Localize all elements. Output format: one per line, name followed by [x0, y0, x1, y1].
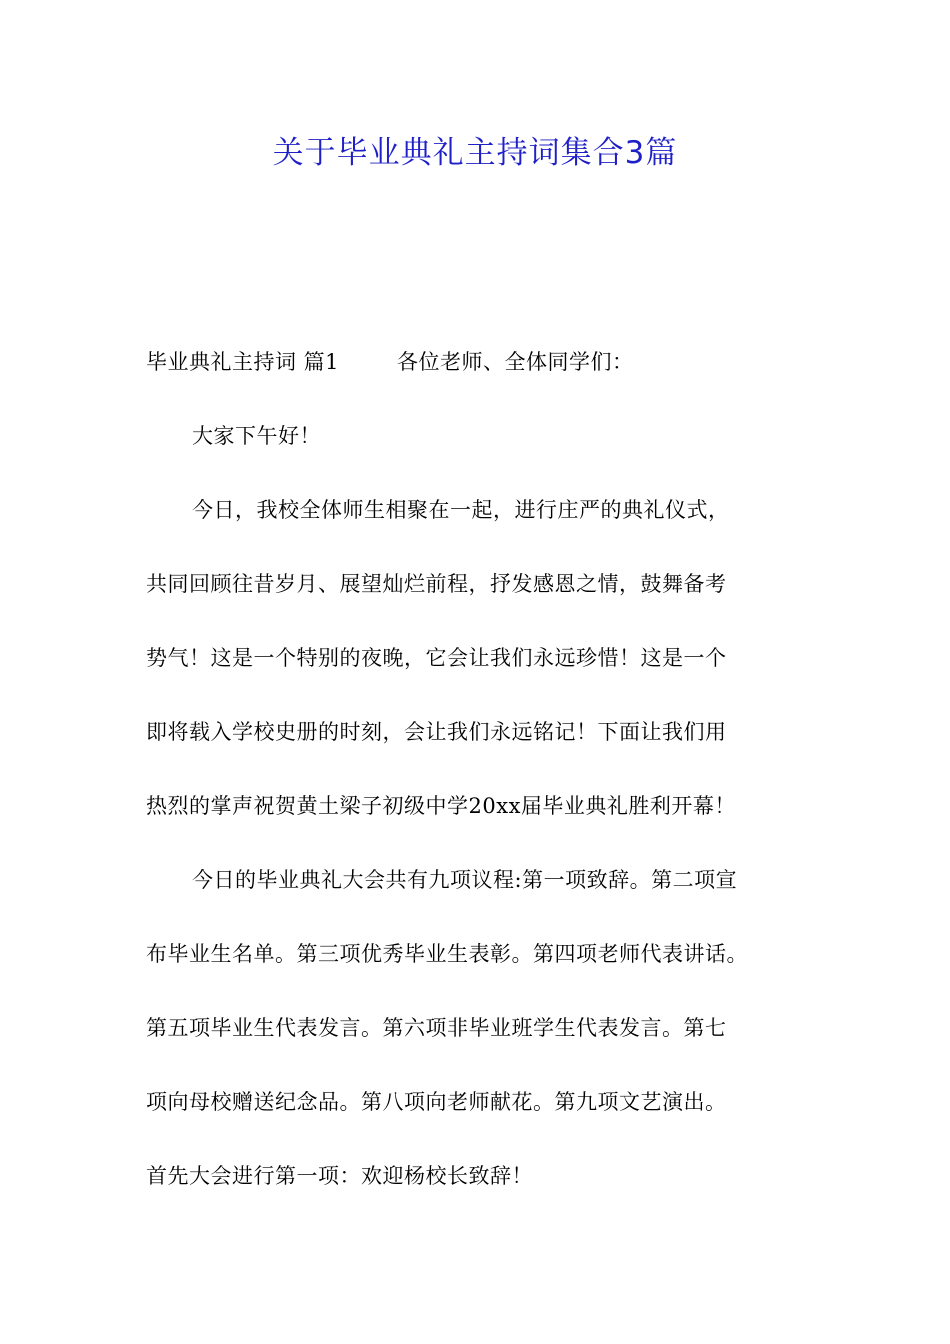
paragraph-line: 共同回顾往昔岁月、展望灿烂前程，抒发感恩之情，鼓舞备考	[146, 572, 727, 596]
paragraph-line: 布毕业生名单。第三项优秀毕业生表彰。第四项老师代表讲话。	[146, 942, 748, 966]
section-heading-line	[146, 340, 846, 414]
paragraph-line: 即将载入学校史册的时刻，会让我们永远铭记！下面让我们用	[146, 720, 727, 744]
paragraph-line: 今日的毕业典礼大会共有九项议程:第一项致辞。第二项宣	[192, 868, 738, 892]
paragraph-line: 首先大会进行第一项：欢迎杨校长致辞！	[146, 1164, 533, 1188]
salutation: 各位老师、全体同学们：	[397, 350, 634, 374]
paragraph-line: 第五项毕业生代表发言。第六项非毕业班学生代表发言。第七	[146, 1016, 727, 1040]
paragraph-line: 热烈的掌声祝贺黄土梁子初级中学20xx届毕业典礼胜利开幕！	[146, 794, 736, 818]
paragraph-line: 势气！这是一个特别的夜晚，它会让我们永远珍惜！这是一个	[146, 646, 727, 670]
document-body	[146, 340, 846, 1228]
paragraph-line: 大家下午好！	[192, 424, 321, 448]
section-heading: 毕业典礼主持词 篇1	[146, 350, 340, 374]
paragraph-line: 今日，我校全体师生相聚在一起，进行庄严的典礼仪式，	[192, 498, 730, 522]
document-title: 关于毕业典礼主持词集合3篇	[272, 135, 678, 171]
paragraph-line: 项向母校赠送纪念品。第八项向老师献花。第九项文艺演出。	[146, 1090, 727, 1114]
